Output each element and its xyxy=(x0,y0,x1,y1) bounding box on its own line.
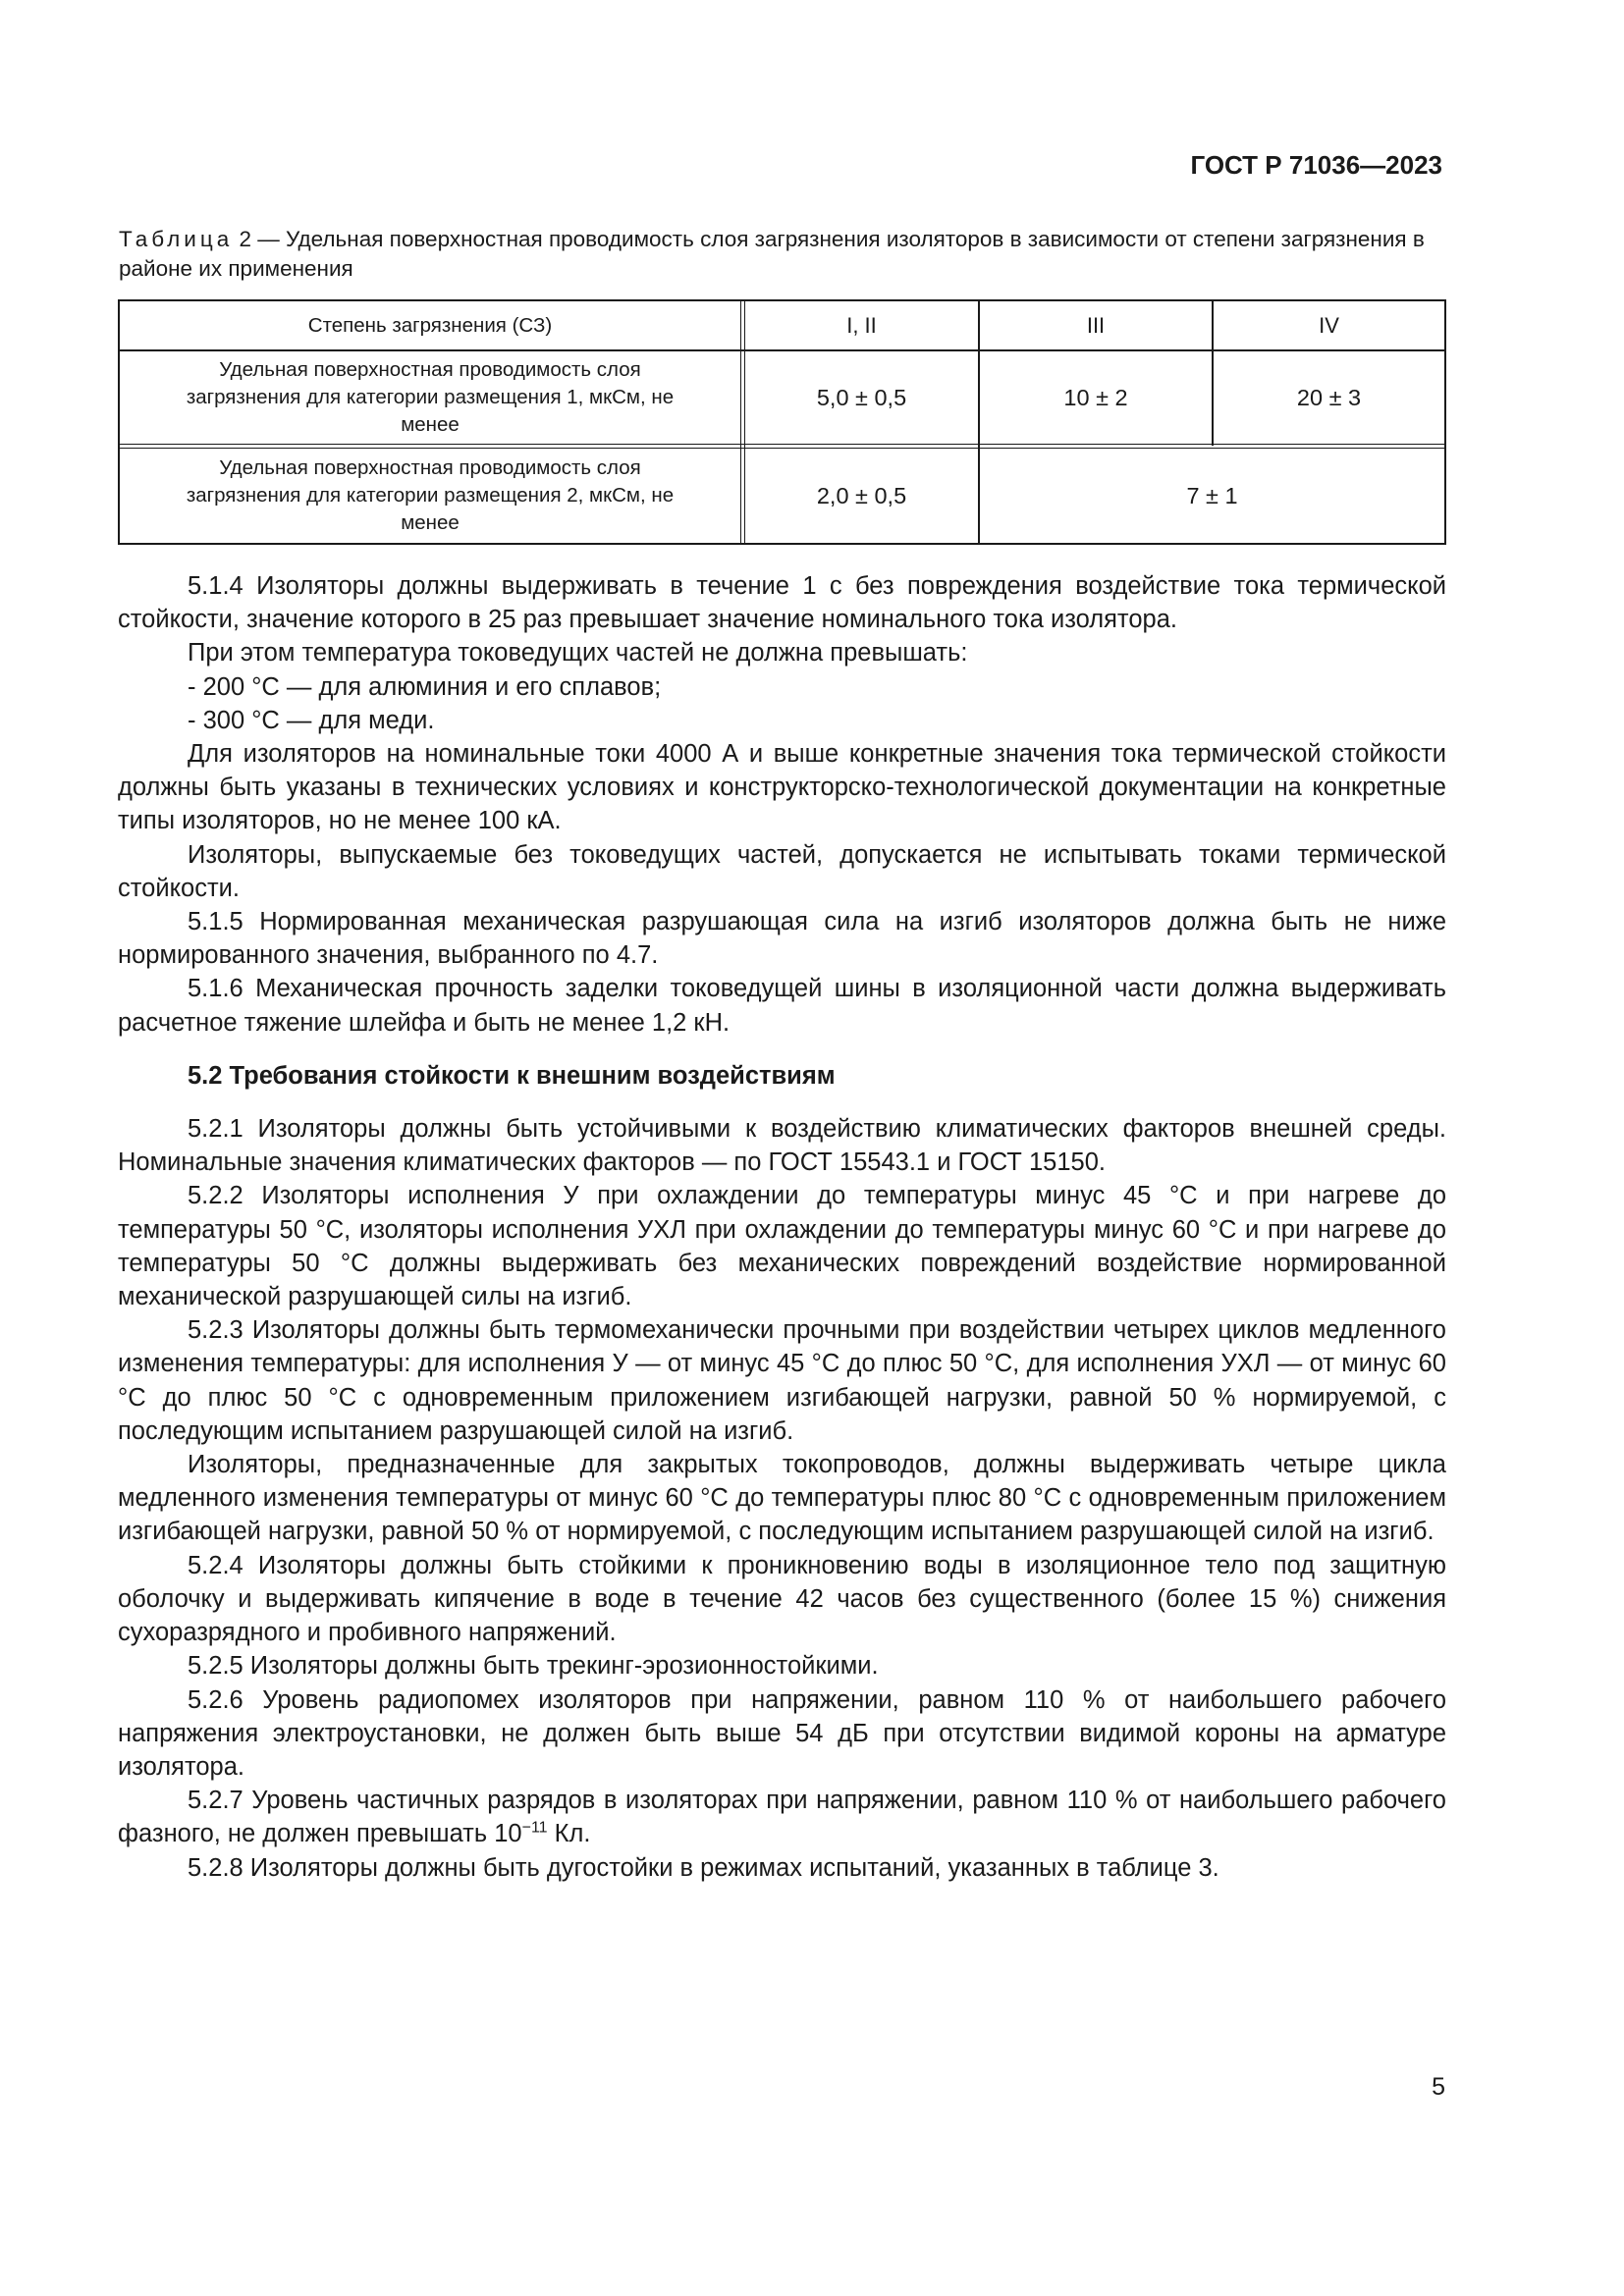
paragraph: 5.2.3 Изоляторы должны быть термомеханически прочными при воздействии четырех циклов медленного изменения температуры: для исполнения У — от минус 45 °С до плюс 50 °С, для исполнения УХЛ — от минус 60 °С до плюс 50 °С с одновременным приложением изгибающей нагрузки, равной 50 % нормируемой, с последующим испытанием разрушающей силой на изгиб. xyxy=(118,1316,1446,1445)
table-border xyxy=(118,444,1446,445)
paragraph: При этом температура токоведущих частей не должна превышать: xyxy=(188,639,968,667)
paragraph: 5.2.4 Изоляторы должны быть стойкими к проникновению воды в изоляционное тело под защитную оболочку и выдерживать кипячение в воде в течение 42 часов без существенного (более 15 %) снижения сухоразрядного и пробивного напряжений. xyxy=(118,1551,1446,1647)
table-header-cell: IV xyxy=(1319,312,1339,338)
paragraph: 5.1.6 Механическая прочность заделки токоведущей шины в изоляционной части должна выдерживать расчетное тяжение шлейфа и быть не менее 1,2 кН. xyxy=(118,975,1446,1037)
table-header-cell: III xyxy=(1086,312,1106,338)
paragraph: Для изоляторов на номинальные токи 4000 А и выше конкретные значения тока термической стойкости должны быть указаны в технических условиях и конструкторско-технологической документации на конкретные типы изоляторов, но не менее 100 кА. xyxy=(118,740,1446,835)
table-row-label: Удельная поверхностная проводимость слоя загрязнения для категории размещения 2, мкСм, не менее xyxy=(186,456,675,534)
table-caption xyxy=(119,225,1444,284)
paragraph: 5.2.2 Изоляторы исполнения У при охлаждении до температуры минус 45 °С и при нагреве до температуры 50 °С, изоляторы исполнения УХЛ при охлаждении до температуры минус 60 °С и при нагреве до температуры 50 °С должны выдерживать без механических повреждений воздействие нормированной механической разрушающей силы на изгиб. xyxy=(118,1182,1446,1311)
table-caption-text: 2 — Удельная поверхностная проводимость слоя загрязнения изоляторов в зависимости от степени загрязнения в районе их применения xyxy=(119,227,1425,281)
paragraph xyxy=(118,1784,1446,1850)
table-border xyxy=(1444,299,1446,545)
paragraph: 5.1.5 Нормированная механическая разрушающая сила на изгиб изоляторов должна быть не ниже нормированного значения, выбранного по 4.7. xyxy=(118,908,1446,970)
section-heading: 5.2 Требования стойкости к внешним воздействиям xyxy=(188,1061,836,1090)
table-caption-label: Таблица xyxy=(119,227,234,251)
standard-designation: ГОСТ Р 71036—2023 xyxy=(1190,150,1442,180)
table-row-label: Удельная поверхностная проводимость слоя загрязнения для категории размещения 1, мкСм, не менее xyxy=(186,358,675,436)
table-header-cell: Степень загрязнения (СЗ) xyxy=(307,313,553,337)
paragraph: 5.2.6 Уровень радиопомех изоляторов при напряжении, равном 110 % от наибольшего рабочего напряжения электроустановки, не должен быть выше 54 дБ при отсутствии видимой короны на арматуре изолятора. xyxy=(118,1685,1446,1781)
unit-text: Кл. xyxy=(547,1820,591,1848)
paragraph: 5.2.5 Изоляторы должны быть трекинг-эрозионностойкими. xyxy=(188,1652,879,1681)
paragraph: Изоляторы, предназначенные для закрытых токопроводов, должны выдерживать четыре цикла медленного изменения температуры от минус 60 °С до температуры плюс 80 °С с одновременным приложением изгибающей нагрузки, равной 50 % от нормируемой, с последующим испытанием разрушающей силой на изгиб. xyxy=(118,1451,1446,1546)
paragraph: 5.2.8 Изоляторы должны быть дугостойки в режимах испытаний, указанных в таблице 3. xyxy=(188,1853,1219,1882)
document-body xyxy=(118,569,1446,1885)
table-cell: 20 ± 3 xyxy=(1296,385,1362,410)
paragraph: 5.1.4 Изоляторы должны выдерживать в течение 1 с без повреждения воздействие тока термической стойкости, значение которого в 25 раз превышает значение номинального тока изолятора. xyxy=(118,572,1446,634)
table-border xyxy=(118,543,1446,545)
paragraph: - 200 °С — для алюминия и его сплавов; xyxy=(188,672,662,701)
pollution-conductivity-table xyxy=(118,299,1446,545)
table-cell: 10 ± 2 xyxy=(1063,385,1128,410)
table-header-cell: I, II xyxy=(846,312,877,338)
table-cell: 7 ± 1 xyxy=(1186,483,1238,508)
table-cell: 5,0 ± 0,5 xyxy=(816,385,907,410)
page-number: 5 xyxy=(1432,2073,1445,2101)
table-cell: 2,0 ± 0,5 xyxy=(816,483,907,508)
table-border xyxy=(740,299,741,545)
paragraph: - 300 °С — для меди. xyxy=(188,706,435,734)
exponent: −11 xyxy=(521,1819,548,1837)
paragraph-text: 5.2.7 Уровень частичных разрядов в изоляторах при напряжении, равном 110 % от наибольшего рабочего фазного, не должен превышать 10 xyxy=(118,1787,1446,1848)
paragraph: 5.2.1 Изоляторы должны быть устойчивыми к воздействию климатических факторов внешней среды. Номинальные значения климатических факторов — по ГОСТ 15543.1 и ГОСТ 15150. xyxy=(118,1115,1446,1177)
paragraph: Изоляторы, выпускаемые без токоведущих частей, допускается не испытывать токами термической стойкости. xyxy=(118,840,1446,902)
